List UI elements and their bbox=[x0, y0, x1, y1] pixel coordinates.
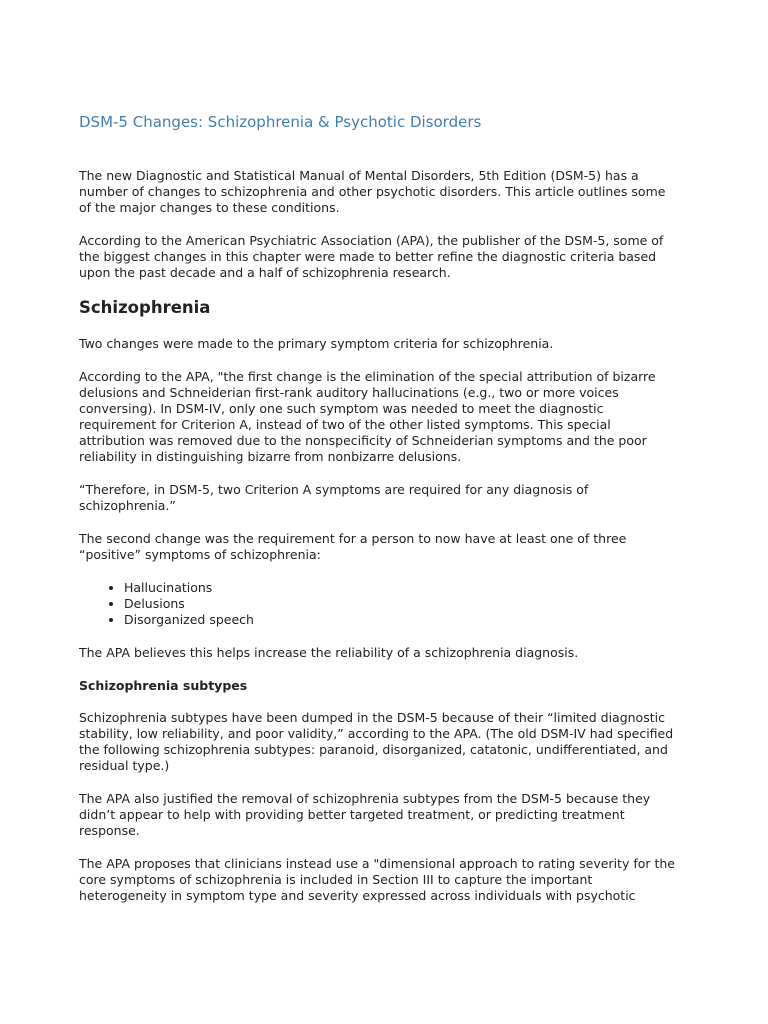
subtypes-paragraph-2: The APA also justified the removal of schizophrenia subtypes from the DSM-5 because they didn’t appear to help with providing better targeted treatment, or predicting treatment response. bbox=[79, 791, 651, 838]
document-page bbox=[79, 112, 679, 921]
document-title: DSM-5 Changes: Schizophrenia & Psychotic Disorders bbox=[79, 113, 482, 131]
list-item: • Disorganized speech bbox=[124, 612, 679, 628]
intro-paragraph-1: The new Diagnostic and Statistical Manual of Mental Disorders, 5th Edition (DSM-5) has a number of changes to schizophrenia and other psychotic disorders. This article outlines some of the major changes to these conditions. bbox=[79, 168, 666, 215]
subtypes-paragraph-3: The APA proposes that clinicians instead use a "dimensional approach to rating severity for the core symptoms of schizophrenia is included in Section III to capture the important heterogeneity in symptom type and severity expressed across individuals with psychotic bbox=[79, 856, 675, 903]
subtypes-heading: Schizophrenia subtypes bbox=[79, 678, 248, 693]
schizophrenia-after-list: The APA believes this helps increase the reliability of a schizophrenia diagnosis. bbox=[79, 645, 579, 660]
schizophrenia-paragraph-2: According to the APA, "the first change is the elimination of the special attribution of bizarre delusions and Schneiderian first-rank auditory hallucinations (e.g., two or more voices conversing). In DSM-IV, only one such symptom was needed to meet the diagnostic requirement for Criterion A, instead of two of the other listed symptoms. This special attribution was removed due to the nonspecificity of Schneiderian symptoms and the poor reliability in distinguishing bizarre from nonbizarre delusions. bbox=[79, 369, 656, 464]
intro-paragraph-2: According to the American Psychiatric Association (APA), the publisher of the DSM-5, some of the biggest changes in this chapter were made to better refine the diagnostic criteria based upon the past decade and a half of schizophrenia research. bbox=[79, 233, 664, 280]
positive-symptoms-list bbox=[79, 580, 679, 628]
schizophrenia-paragraph-1: Two changes were made to the primary symptom criteria for schizophrenia. bbox=[79, 336, 554, 351]
list-item: • Hallucinations bbox=[124, 580, 679, 596]
subtypes-paragraph-1: Schizophrenia subtypes have been dumped in the DSM-5 because of their “limited diagnostic stability, low reliability, and poor validity,” according to the APA. (The old DSM-IV had specified the following schizophrenia subtypes: paranoid, disorganized, catatonic, undifferentiated, and residual type.) bbox=[79, 710, 674, 773]
schizophrenia-paragraph-4: The second change was the requirement for a person to now have at least one of three “positive” symptoms of schizophrenia: bbox=[79, 531, 627, 562]
schizophrenia-heading: Schizophrenia bbox=[79, 298, 211, 317]
schizophrenia-paragraph-3: “Therefore, in DSM-5, two Criterion A symptoms are required for any diagnosis of schizophrenia.” bbox=[79, 482, 589, 513]
list-item: • Delusions bbox=[124, 596, 679, 612]
